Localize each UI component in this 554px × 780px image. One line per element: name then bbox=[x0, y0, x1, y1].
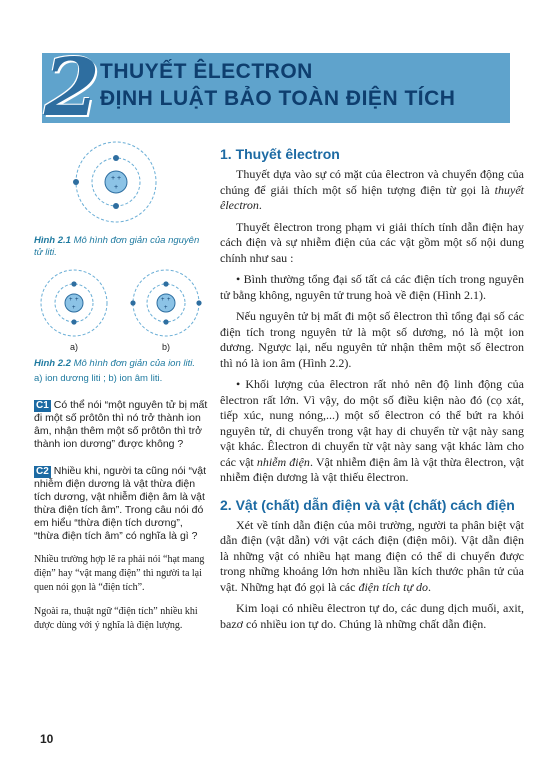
figure-2-2-subcaption: a) ion dương liti ; b) ion âm liti. bbox=[34, 373, 163, 384]
section-1-paragraph-4: Nếu nguyên tử bị mất đi một số êlectron thì tổng đại số các điện tích trong nguyên tử là một số dương, nó là một ion dương. Ngược lại, nếu nguyên tử nhận thêm một số êlectron thì nó là ion âm (Hình 2.2). bbox=[220, 309, 524, 370]
section-1-paragraph-5 bbox=[220, 377, 524, 486]
figure-2-2-label-a: a) bbox=[70, 342, 79, 352]
figure-2-2-text: Mô hình đơn giản của ion liti. bbox=[73, 358, 195, 369]
s1p5-b: . Vật nhiễm điện âm là vật thừa êlectron, vật nhiễm điện dương là vật thiếu êlectron. bbox=[220, 454, 525, 484]
svg-text:+: + bbox=[161, 297, 165, 303]
figure-2-2-label-b: b) bbox=[162, 342, 171, 352]
figure-2-1-caption bbox=[34, 235, 210, 259]
s1p1-b: . bbox=[258, 198, 262, 212]
section-2-heading: 2. Vật (chất) dẫn điện và vật (chất) cách điện bbox=[220, 496, 515, 513]
left-margin-column bbox=[34, 140, 210, 633]
question-c2-badge: C2 bbox=[36, 466, 49, 477]
question-c2 bbox=[34, 465, 210, 543]
lesson-title-line1: THUYẾT ÊLECTRON bbox=[100, 60, 313, 83]
figure-2-2-lithium-ions bbox=[34, 265, 210, 353]
section-1-paragraph-2: Thuyết êlectron trong phạm vi giải thích tính dẫn điện hay cách điện và sự nhiễm điện của các vật gồm một số nội dung chính như sau : bbox=[220, 219, 524, 265]
s2p1-italic: điện tích tự do bbox=[358, 579, 429, 594]
lesson-number: 2 bbox=[44, 40, 100, 134]
section-2-paragraph-2: Kim loại có nhiều êlectron tự do, các dung dịch muối, axit, bazơ có nhiều ion tự do. Chúng là những chất dẫn điện. bbox=[220, 601, 524, 631]
svg-text:+: + bbox=[117, 175, 122, 182]
svg-text:+: + bbox=[75, 297, 79, 303]
svg-text:+: + bbox=[114, 184, 119, 191]
svg-text:+: + bbox=[69, 297, 73, 303]
section-1-paragraph-1 bbox=[220, 167, 524, 214]
question-c1-badge: C1 bbox=[36, 400, 49, 411]
figure-2-1-text: Mô hình đơn giản của nguyên tử liti. bbox=[34, 235, 200, 258]
s1p5-italic: nhiễm điện bbox=[256, 454, 310, 469]
figure-2-2-label: Hình 2.2 bbox=[34, 358, 71, 369]
svg-text:+: + bbox=[72, 305, 76, 311]
s2p1-end: . bbox=[428, 579, 432, 594]
s1p5-a: • Khối lượng của êlectron rất nhỏ nên độ linh động của êlectron rất lớn. Vì vậy, do một số điều kiện nào đó (cọ xát, tiếp xúc, nung nóng,...) một số êlectron có thể bứt ra khỏi nguyên tử, di chuyển trong vật hay di chuyển từ vật này sang vật khác. Êlectron di chuyển từ vật này sang vật khác làm cho các vật bbox=[220, 377, 524, 469]
main-text-column bbox=[220, 145, 524, 632]
note-2: Ngoài ra, thuật ngữ “điện tích” nhiều khi được dùng với ý nghĩa là điện lượng. bbox=[34, 606, 198, 631]
figure-2-1-label: Hình 2.1 bbox=[34, 235, 71, 246]
svg-text:+: + bbox=[111, 175, 116, 182]
page-number: 10 bbox=[40, 732, 54, 746]
figure-2-2-caption bbox=[34, 358, 210, 370]
question-c1-text: Có thể nói “một nguyên tử bị mất đi một số prôtôn thì nó trở thành ion âm, nhận thêm một số prôtôn thì trở thành ion dương” được không ? bbox=[34, 399, 208, 450]
section-1-heading: 1. Thuyết êlectron bbox=[220, 146, 340, 162]
question-c2-text: Nhiều khi, người ta cũng nói “vật nhiễm điện dương là vật thừa điện tích dương, vật nhiễm điện âm là vật thừa điện tích âm”. Trong câu nói đó em hiểu “thừa điện tích dương”, “thừa điện tích âm” có nghĩa là gì ? bbox=[34, 465, 207, 542]
s1p1-italic: thuyết êlectron bbox=[220, 182, 524, 212]
section-2-paragraph-1 bbox=[220, 518, 524, 596]
svg-text:+: + bbox=[167, 297, 171, 303]
note-1: Nhiều trường hợp lẽ ra phải nói “hạt mang điện” hay “vật mang điện” thì người ta lại quen nói gọn là “điện tích”. bbox=[34, 554, 205, 593]
section-1-paragraph-3: • Bình thường tổng đại số tất cả các điện tích trong nguyên tử bằng không, nguyên tử trung hoà về điện (Hình 2.1). bbox=[220, 272, 524, 302]
s1p1-a: Thuyết dựa vào sự có mặt của êlectron và chuyển động của chúng để giải thích một số hiện tượng điện từ gọi là bbox=[220, 167, 524, 197]
s2p1-a: Xét về tính dẫn điện của môi trường, người ta phân biệt vật dẫn điện (vật dẫn) với vật cách điện (điện môi). Vật dẫn điện là những vật có nhiều hạt mang điện có thể di chuyển được trong những khoảng lớn hơn nhiều lần kích thước phân tử của vật. Những hạt đó gọi là các bbox=[220, 517, 524, 594]
figure-2-1-lithium-atom bbox=[34, 140, 210, 230]
question-c1 bbox=[34, 399, 210, 451]
svg-text:+: + bbox=[164, 305, 168, 311]
lesson-title-line2: ĐỊNH LUẬT BẢO TOÀN ĐIỆN TÍCH bbox=[100, 87, 456, 110]
